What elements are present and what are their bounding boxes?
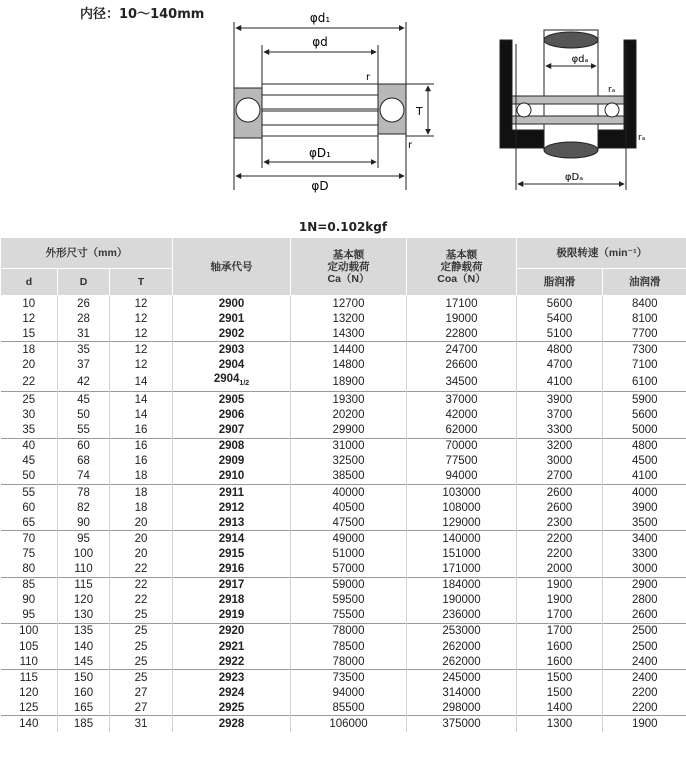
cell-static-load: 253000	[407, 623, 517, 639]
cell-grease-speed: 2200	[517, 546, 603, 561]
cell-T: 22	[110, 593, 173, 608]
cell-dynamic-load: 49000	[291, 531, 407, 547]
cell-dynamic-load: 73500	[291, 670, 407, 686]
cell-T: 25	[110, 670, 173, 686]
cell-oil-speed: 4000	[603, 485, 686, 501]
cell-T: 18	[110, 500, 173, 515]
cell-bearing-code: 2906	[173, 408, 291, 423]
table-row	[1, 515, 686, 531]
table-row	[1, 469, 686, 485]
label-d: φd	[312, 35, 328, 49]
cell-d: 60	[22, 501, 36, 514]
cell-bearing-code: 2919	[173, 608, 291, 624]
cell-bearing-code	[173, 372, 291, 392]
cell-dynamic-load: 78500	[291, 639, 407, 654]
cell-D: 160	[58, 685, 110, 700]
cell-static-load: 17100	[407, 296, 517, 312]
cell-d: 70	[1, 531, 58, 547]
cell-D: 37	[58, 357, 110, 372]
cell-dynamic-load: 31000	[291, 438, 407, 454]
table-row	[1, 546, 686, 561]
cell-T: 16	[110, 423, 173, 439]
cell-dynamic-load: 14400	[291, 342, 407, 358]
cell-static-load: 62000	[407, 423, 517, 439]
cell-static-load: 19000	[407, 311, 517, 326]
cell-static-load: 26600	[407, 357, 517, 372]
cell-bearing-code: 2928	[173, 716, 291, 732]
cell-bearing-code: 2902	[173, 326, 291, 342]
cell-D: 130	[58, 608, 110, 624]
cell-dynamic-load: 51000	[291, 546, 407, 561]
cell-grease-speed: 4700	[517, 357, 603, 372]
cell-T: 12	[110, 326, 173, 342]
table-row	[1, 438, 686, 454]
table-row	[1, 639, 686, 654]
cell-dynamic-load: 47500	[291, 515, 407, 531]
header-static-load-line2: 定静载荷	[440, 260, 483, 273]
cell-static-load: 129000	[407, 515, 517, 531]
cell-grease-speed: 5100	[517, 326, 603, 342]
table-row	[1, 500, 686, 515]
table-row	[1, 577, 686, 593]
table-row	[1, 392, 686, 408]
table-row	[1, 608, 686, 624]
cell-T: 27	[110, 700, 173, 716]
cell-static-load: 314000	[407, 685, 517, 700]
cell-dynamic-load: 78000	[291, 654, 407, 670]
cell-oil-speed: 4100	[603, 469, 686, 485]
cell-d: 18	[1, 342, 58, 358]
cell-dynamic-load: 19300	[291, 392, 407, 408]
header-speed-limit: 极限转速（min⁻¹）	[517, 238, 686, 269]
cell-d: 125	[19, 701, 39, 714]
table-row	[1, 423, 686, 439]
cell-d: 30	[22, 409, 36, 422]
cell-d: 105	[19, 640, 39, 653]
bearing-spec-table	[0, 238, 686, 732]
cell-static-load: 103000	[407, 485, 517, 501]
cell-dynamic-load: 59000	[291, 577, 407, 593]
cell-D: 165	[58, 700, 110, 716]
cell-T: 31	[110, 716, 173, 732]
cell-D: 74	[58, 469, 110, 485]
cell-dynamic-load: 20200	[291, 408, 407, 423]
cell-dynamic-load: 38500	[291, 469, 407, 485]
label-ra-side: rₐ	[638, 133, 646, 143]
label-T: T	[416, 105, 423, 118]
cell-d: 80	[22, 563, 36, 576]
cell-D: 90	[58, 515, 110, 531]
cell-oil-speed: 3900	[603, 500, 686, 515]
cell-D: 35	[58, 342, 110, 358]
bearing-code-fraction: 1/2	[239, 380, 250, 388]
label-Da: φDₐ	[564, 172, 584, 183]
cell-oil-speed: 4800	[603, 438, 686, 454]
cell-static-load: 151000	[407, 546, 517, 561]
label-da: φdₐ	[571, 54, 589, 65]
cell-oil-speed: 7100	[603, 357, 686, 372]
page-heading: 内径：10～140mm	[80, 7, 205, 22]
table-row	[1, 670, 686, 686]
cell-D: 110	[58, 562, 110, 578]
cell-grease-speed: 4800	[517, 342, 603, 358]
cell-bearing-code: 2909	[173, 454, 291, 469]
cell-bearing-code: 2922	[173, 654, 291, 670]
cell-dynamic-load: 14800	[291, 357, 407, 372]
cell-T: 20	[110, 531, 173, 547]
cell-dynamic-load: 75500	[291, 608, 407, 624]
table-row	[1, 562, 686, 578]
header-static-load	[407, 238, 517, 296]
cell-T: 22	[110, 562, 173, 578]
table-row	[1, 408, 686, 423]
cell-D: 26	[58, 296, 110, 312]
cell-bearing-code: 2917	[173, 577, 291, 593]
cell-D: 95	[58, 531, 110, 547]
cell-static-load: 375000	[407, 716, 517, 732]
cell-static-load: 77500	[407, 454, 517, 469]
cell-bearing-code: 2901	[173, 311, 291, 326]
label-ra-top: rₐ	[608, 85, 616, 95]
cell-bearing-code: 2915	[173, 546, 291, 561]
cell-d: 50	[22, 470, 36, 483]
cell-oil-speed: 8100	[603, 311, 686, 326]
cell-grease-speed: 1500	[517, 685, 603, 700]
cell-oil-speed: 5000	[603, 423, 686, 439]
cell-oil-speed: 3300	[603, 546, 686, 561]
cell-bearing-code: 2908	[173, 438, 291, 454]
cell-bearing-code: 2924	[173, 685, 291, 700]
bearing-mounting-view	[500, 30, 636, 190]
cell-oil-speed: 4500	[603, 454, 686, 469]
cell-grease-speed: 3200	[517, 438, 603, 454]
cell-grease-speed: 2600	[517, 485, 603, 501]
cell-grease-speed: 2200	[517, 531, 603, 547]
header-dynamic-load-line3: Ca（N）	[327, 272, 370, 285]
cell-static-load: 22800	[407, 326, 517, 342]
cell-grease-speed: 1600	[517, 654, 603, 670]
cell-dynamic-load: 85500	[291, 700, 407, 716]
label-D1: φD₁	[309, 146, 331, 160]
cell-bearing-code: 2913	[173, 515, 291, 531]
cell-dynamic-load: 40000	[291, 485, 407, 501]
cell-dynamic-load: 29900	[291, 423, 407, 439]
cell-d: 10	[22, 297, 36, 310]
cell-d: 90	[22, 594, 36, 607]
cell-T: 27	[110, 685, 173, 700]
cell-oil-speed: 2400	[603, 670, 686, 686]
cell-D: 45	[58, 392, 110, 408]
cell-T: 16	[110, 454, 173, 469]
cell-grease-speed: 3700	[517, 408, 603, 423]
cell-oil-speed: 3400	[603, 531, 686, 547]
cell-T: 14	[110, 408, 173, 423]
cell-D: 150	[58, 670, 110, 686]
cell-grease-speed: 3900	[517, 392, 603, 408]
table-row	[1, 326, 686, 342]
cell-oil-speed: 1900	[603, 716, 686, 732]
table-row	[1, 716, 686, 732]
cell-bearing-code: 2904	[173, 357, 291, 372]
cell-bearing-code: 2916	[173, 562, 291, 578]
cell-D: 78	[58, 485, 110, 501]
cell-T: 12	[110, 357, 173, 372]
cell-d: 20	[22, 358, 36, 371]
cell-d: 12	[22, 312, 36, 325]
cell-grease-speed: 1300	[517, 716, 603, 732]
cell-oil-speed: 2800	[603, 593, 686, 608]
cell-d: 40	[1, 438, 58, 454]
table-row	[1, 593, 686, 608]
cell-D: 145	[58, 654, 110, 670]
label-r-top: r	[366, 72, 371, 83]
cell-grease-speed: 2000	[517, 562, 603, 578]
cell-D: 115	[58, 577, 110, 593]
cell-static-load: 34500	[407, 372, 517, 392]
cell-grease-speed: 4100	[517, 372, 603, 392]
header-dynamic-load-line1: 基本额	[332, 248, 365, 261]
cell-D: 120	[58, 593, 110, 608]
cell-T: 18	[110, 469, 173, 485]
cell-d: 35	[22, 424, 36, 437]
header-static-load-line3: Coa（N）	[437, 272, 486, 285]
header-static-load-line1: 基本额	[445, 248, 478, 261]
table-row	[1, 342, 686, 358]
cell-bearing-code: 2912	[173, 500, 291, 515]
table-row	[1, 454, 686, 469]
bearing-spec-rows	[1, 296, 686, 732]
bearing-section-view	[234, 22, 434, 190]
cell-D: 31	[58, 326, 110, 342]
table-row	[1, 654, 686, 670]
table-row	[1, 357, 686, 372]
cell-T: 25	[110, 639, 173, 654]
cell-grease-speed: 2700	[517, 469, 603, 485]
cell-static-load: 262000	[407, 639, 517, 654]
cell-T: 12	[110, 342, 173, 358]
cell-static-load: 37000	[407, 392, 517, 408]
cell-oil-speed: 6100	[603, 372, 686, 392]
cell-static-load: 70000	[407, 438, 517, 454]
cell-bearing-code: 2910	[173, 469, 291, 485]
cell-grease-speed: 2300	[517, 515, 603, 531]
header-D: D	[58, 269, 110, 296]
cell-static-load: 184000	[407, 577, 517, 593]
table-row	[1, 531, 686, 547]
cell-oil-speed: 7700	[603, 326, 686, 342]
table-row	[1, 700, 686, 716]
cell-d: 95	[22, 609, 36, 622]
cell-d: 55	[1, 485, 58, 501]
cell-T: 18	[110, 485, 173, 501]
cell-D: 28	[58, 311, 110, 326]
cell-d: 25	[1, 392, 58, 408]
cell-dynamic-load: 12700	[291, 296, 407, 312]
cell-static-load: 140000	[407, 531, 517, 547]
cell-d: 85	[1, 577, 58, 593]
cell-dynamic-load: 13200	[291, 311, 407, 326]
cell-oil-speed: 5600	[603, 408, 686, 423]
header-dynamic-load	[291, 238, 407, 296]
cell-T: 20	[110, 515, 173, 531]
cell-D: 68	[58, 454, 110, 469]
cell-oil-speed: 2500	[603, 623, 686, 639]
cell-dynamic-load: 40500	[291, 500, 407, 515]
cell-d: 65	[22, 516, 36, 529]
cell-oil-speed: 8400	[603, 296, 686, 312]
cell-static-load: 190000	[407, 593, 517, 608]
cell-static-load: 236000	[407, 608, 517, 624]
cell-grease-speed: 3000	[517, 454, 603, 469]
cell-bearing-code: 2921	[173, 639, 291, 654]
header-dynamic-load-line2: 定动载荷	[327, 260, 370, 273]
header-grease: 脂润滑	[517, 269, 603, 296]
cell-static-load: 171000	[407, 562, 517, 578]
cell-T: 25	[110, 608, 173, 624]
cell-d: 75	[22, 547, 36, 560]
cell-bearing-code: 2905	[173, 392, 291, 408]
cell-oil-speed: 2900	[603, 577, 686, 593]
table-row	[1, 485, 686, 501]
cell-dynamic-load: 59500	[291, 593, 407, 608]
cell-d: 45	[22, 455, 36, 468]
cell-oil-speed: 2600	[603, 608, 686, 624]
cell-D: 60	[58, 438, 110, 454]
bearing-code-main: 2904	[213, 373, 240, 386]
bearing-drawing	[0, 0, 686, 215]
cell-oil-speed: 3000	[603, 562, 686, 578]
cell-D: 185	[58, 716, 110, 732]
cell-T: 20	[110, 546, 173, 561]
cell-static-load: 108000	[407, 500, 517, 515]
cell-grease-speed: 1700	[517, 623, 603, 639]
header-dimensions: 外形尺寸（mm）	[1, 238, 173, 269]
cell-dynamic-load: 18900	[291, 372, 407, 392]
table-row	[1, 685, 686, 700]
cell-static-load: 298000	[407, 700, 517, 716]
cell-bearing-code: 2911	[173, 485, 291, 501]
label-D: φD	[311, 179, 329, 193]
cell-T: 16	[110, 438, 173, 454]
cell-grease-speed: 1500	[517, 670, 603, 686]
cell-d: 100	[1, 623, 58, 639]
cell-d: 120	[19, 686, 39, 699]
cell-static-load: 245000	[407, 670, 517, 686]
cell-T: 14	[110, 372, 173, 392]
cell-D: 82	[58, 500, 110, 515]
cell-static-load: 94000	[407, 469, 517, 485]
cell-oil-speed: 5900	[603, 392, 686, 408]
cell-dynamic-load: 106000	[291, 716, 407, 732]
cell-static-load: 262000	[407, 654, 517, 670]
cell-d: 110	[19, 655, 38, 668]
header-d: d	[1, 269, 58, 296]
cell-dynamic-load: 94000	[291, 685, 407, 700]
cell-D: 140	[58, 639, 110, 654]
cell-T: 25	[110, 623, 173, 639]
cell-dynamic-load: 78000	[291, 623, 407, 639]
label-r-bottom: r	[408, 140, 413, 151]
cell-oil-speed: 7300	[603, 342, 686, 358]
cell-D: 135	[58, 623, 110, 639]
cell-T: 14	[110, 392, 173, 408]
cell-oil-speed: 2400	[603, 654, 686, 670]
cell-bearing-code: 2918	[173, 593, 291, 608]
table-row	[1, 311, 686, 326]
cell-grease-speed: 1900	[517, 577, 603, 593]
cell-grease-speed: 5400	[517, 311, 603, 326]
cell-d: 15	[22, 327, 36, 340]
cell-oil-speed: 2500	[603, 639, 686, 654]
label-d1: φd₁	[309, 11, 331, 25]
table-row	[1, 623, 686, 639]
cell-bearing-code: 2923	[173, 670, 291, 686]
unit-note: 1N=0.102kgf	[298, 220, 388, 234]
cell-d: 115	[1, 670, 58, 686]
cell-grease-speed: 5600	[517, 296, 603, 312]
cell-T: 22	[110, 577, 173, 593]
cell-static-load: 42000	[407, 408, 517, 423]
cell-D: 100	[58, 546, 110, 561]
cell-D: 55	[58, 423, 110, 439]
cell-bearing-code: 2903	[173, 342, 291, 358]
table-row	[1, 296, 686, 312]
cell-grease-speed: 1400	[517, 700, 603, 716]
header-bearing-code: 轴承代号	[173, 238, 291, 296]
cell-grease-speed: 1600	[517, 639, 603, 654]
header-oil: 油润滑	[603, 269, 686, 296]
cell-T: 12	[110, 311, 173, 326]
cell-bearing-code: 2925	[173, 700, 291, 716]
cell-static-load: 24700	[407, 342, 517, 358]
cell-oil-speed: 2200	[603, 685, 686, 700]
cell-bearing-code: 2900	[173, 296, 291, 312]
cell-oil-speed: 3500	[603, 515, 686, 531]
cell-grease-speed: 1700	[517, 608, 603, 624]
cell-bearing-code: 2920	[173, 623, 291, 639]
cell-D: 42	[58, 372, 110, 392]
cell-bearing-code: 2914	[173, 531, 291, 547]
cell-grease-speed: 3300	[517, 423, 603, 439]
cell-grease-speed: 1900	[517, 593, 603, 608]
cell-dynamic-load: 57000	[291, 562, 407, 578]
table-row	[1, 372, 686, 392]
header-T: T	[110, 269, 173, 296]
cell-grease-speed: 2600	[517, 500, 603, 515]
cell-oil-speed: 2200	[603, 700, 686, 716]
cell-T: 25	[110, 654, 173, 670]
cell-dynamic-load: 32500	[291, 454, 407, 469]
cell-d: 22	[22, 375, 36, 388]
cell-dynamic-load: 14300	[291, 326, 407, 342]
cell-T: 12	[110, 296, 173, 312]
cell-bearing-code: 2907	[173, 423, 291, 439]
cell-d: 140	[1, 716, 58, 732]
cell-D: 50	[58, 408, 110, 423]
